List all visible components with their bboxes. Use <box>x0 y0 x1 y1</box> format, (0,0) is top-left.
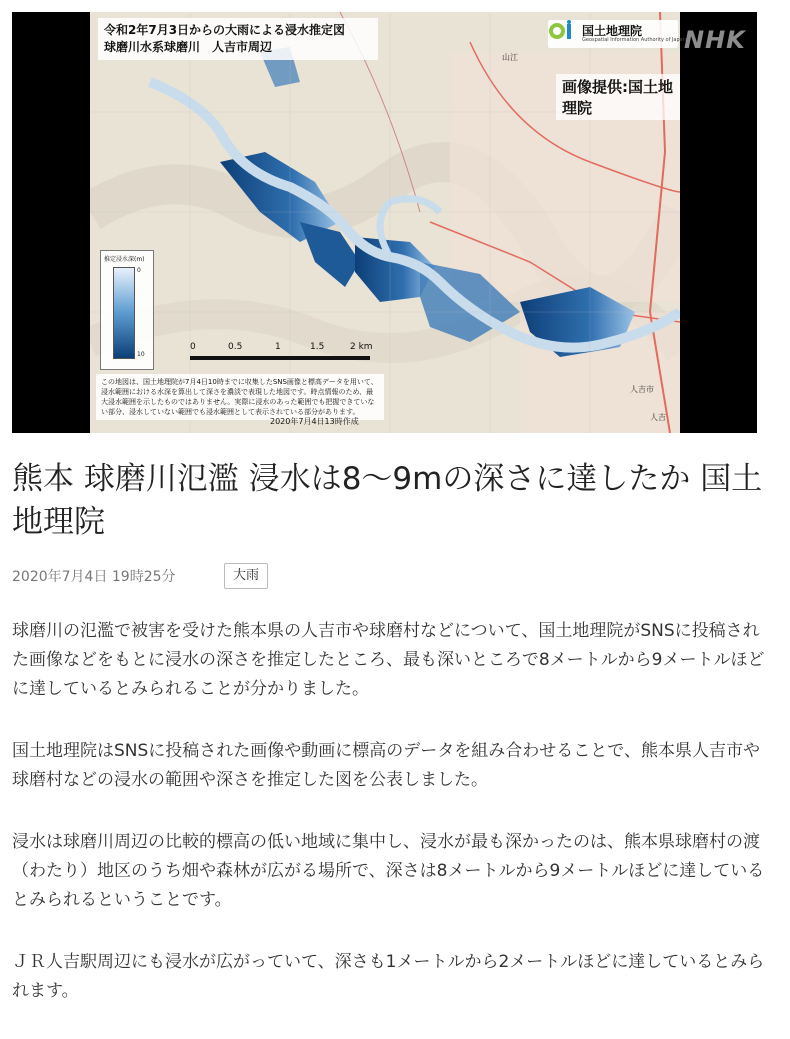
scale-label: 0.5 <box>228 342 243 352</box>
publish-date: 2020年7月4日 19時25分 <box>12 569 176 585</box>
gsi-logo <box>548 20 686 48</box>
map-title <box>98 18 378 60</box>
legend-color-bar <box>113 267 135 359</box>
scale-label: 0 <box>190 342 196 352</box>
scale-bar-line <box>190 356 370 360</box>
article-paragraph: 国土地理院はSNSに投稿された画像や動画に標高のデータを組み合わせることで、熊本県人吉市や球磨村などの浸水の範囲や深さを推定した図を公表しました。 <box>12 741 760 790</box>
place-label: 人吉市 <box>630 385 654 394</box>
gsi-mark-icon <box>548 20 574 42</box>
depth-legend <box>100 250 154 370</box>
map-title-line-2: 球磨川水系球磨川 人吉市周辺 <box>104 40 273 54</box>
place-label: 山江 <box>502 53 518 62</box>
gsi-logo-text: 国土地理院 <box>582 24 643 38</box>
image-credit: 画像提供:国土地理院 <box>556 74 680 120</box>
article-paragraph: 球磨川の氾濫で被害を受けた熊本県の人吉市や球磨村などについて、国土地理院がSNSに投稿された画像などをもとに浸水の深さを推定したところ、最も深いところで8メートルから9メートルほどに達しているとみられることが分かりました。 <box>12 621 765 699</box>
map-note: この地図は、国土地理院が7月4日10時までに収集したSNS画像と標高データを用いて、浸水範囲における水深を算出して深さを濃淡で表現した地図です。時点情報のため、最大浸水範囲を示したものではありません。実際に浸水のあった範囲でも把握できていない部分、浸水していない範囲でも浸水範囲として表示されている部分があります。 <box>96 374 384 420</box>
legend-title: 推定浸水深(m) <box>104 256 145 263</box>
map-created-date: 2020年7月4日13時作成 <box>270 417 359 426</box>
nhk-logo: NHK <box>684 26 746 54</box>
article-paragraph: 浸水は球磨川周辺の比較的標高の低い地域に集中し、浸水が最も深かったのは、熊本県球磨村の渡（わたり）地区のうち畑や森林が広がる場所で、深さは8メートルから9メートルほどに達しているとみられるということです。 <box>12 832 765 910</box>
scale-label: 2 km <box>350 342 373 352</box>
legend-min: 10 <box>137 351 145 358</box>
map-title-line-1: 令和2年7月3日からの大雨による浸水推定図 <box>104 23 346 37</box>
flood-estimate-map <box>90 12 686 433</box>
place-label: 人吉 <box>650 413 666 422</box>
scale-bar <box>190 342 380 370</box>
gsi-logo-english: Geospatial Information Authority of Japan <box>582 37 686 43</box>
scale-label: 1 <box>275 342 281 352</box>
scale-label: 1.5 <box>310 342 325 352</box>
legend-max: 0 <box>137 267 141 274</box>
article-headline: 熊本 球磨川氾濫 浸水は8〜9mの深さに達したか 国土地理院 <box>12 461 763 540</box>
article-body <box>12 617 767 1039</box>
news-image <box>12 12 757 433</box>
topic-tag[interactable]: 大雨 <box>224 563 268 589</box>
article-paragraph: ＪＲ人吉駅周辺にも浸水が広がっていて、深さも1メートルから2メートルほどに達しているとみられます。 <box>12 952 765 1001</box>
